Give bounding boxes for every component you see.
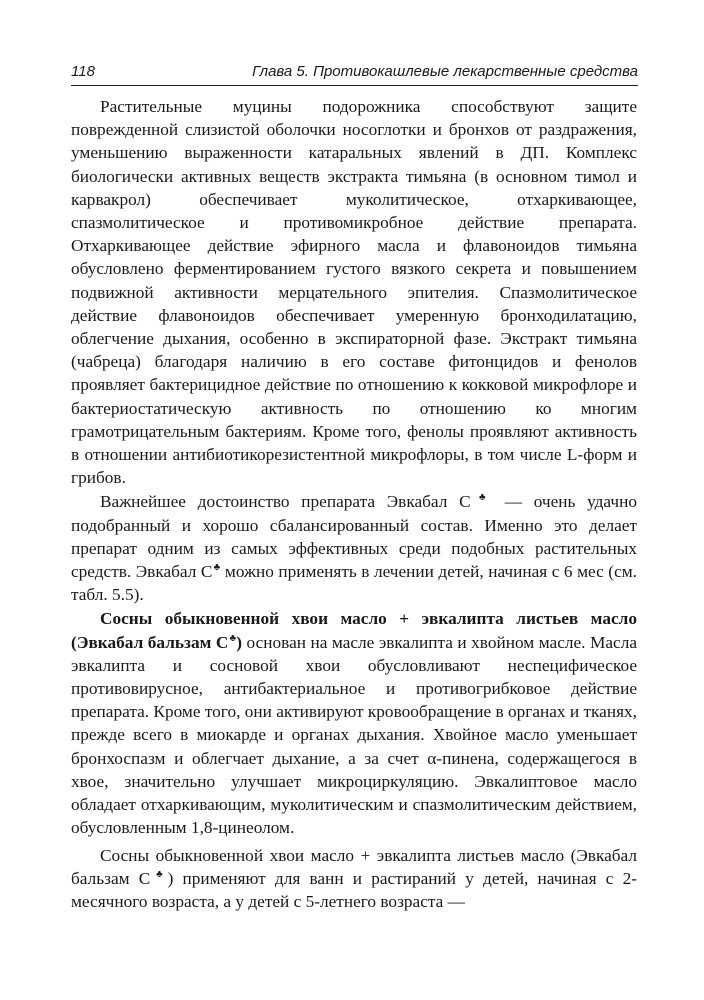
- chapter-running-title: Глава 5. Противокашлевые лекарственные средства: [252, 63, 638, 80]
- paragraph-text-part: ) применяют для ванн и растираний у детей, начиная с 2-месячного возраста, а у детей с 5-летнего возраста —: [71, 868, 637, 911]
- page-number: 118: [71, 63, 95, 80]
- paragraph-text-part: — очень удачно подобранный и хорошо сбалансированный состав. Именно это делает препарат одним из самых эффективных среди подобных растительных средств. Эвкабал С: [71, 492, 637, 582]
- paragraph-balsam-usage: [71, 844, 637, 914]
- paragraph-eucabal-advantages: [71, 490, 637, 606]
- club-mark: ♣: [213, 562, 221, 574]
- club-mark: ♣: [229, 632, 237, 644]
- paragraph-text-part: основан на масле эвкалипта и хвойном масле. Масла эвкалипта и сосновой хвои обусловливают неспецифическое противовирусное, антибактериальное и противогрибковое действие препарата. Кроме того, они активируют кровообращение в органах и тканях, прежде всего в миокарде и органах дыхания. Хвойное масло уменьшает бронхоспазм и облегчает дыхание, а за счет α-пинена, содержащегося в хвое, значительно улучшает микроциркуляцию. Эвкалиптовое масло обладает отхаркивающим, муколитическим и спазмолитическим действием, обусловленным 1,8-цинеолом.: [71, 632, 637, 838]
- drug-name-text: ): [236, 632, 243, 652]
- club-mark: ♣: [151, 868, 168, 880]
- paragraph-text-part: Важнейшее достоинство препарата Эвкабал С: [100, 492, 471, 512]
- drug-name-text: Сосны обыкновенной хвои масло + эвкалипта листьев масло (Эвкабал бальзам С: [71, 609, 637, 652]
- paragraph-plantain-thyme: [71, 95, 637, 489]
- paragraph-text-part: можно применять в лечении детей, начиная с 6 мес (см. табл. 5.5).: [71, 562, 637, 605]
- paragraph-eucabal-balsam: [71, 607, 637, 839]
- header-rule: [71, 85, 638, 86]
- paragraph-text-part: Сосны обыкновенной хвои масло + эвкалипта листьев масло (Эвкабал бальзам С: [71, 845, 637, 888]
- page-header: [71, 60, 638, 84]
- club-mark: ♣: [471, 492, 493, 504]
- paragraph-text: Растительные муцины подорожника способствуют защите поврежденной слизистой оболочки носоглотки и бронхов от раздражения, уменьшению выраженности катаральных явлений в ДП. Комплекс биологически активных веществ экстракта тимьяна (в основном тимол и карвакрол) обеспечивает муколитическое, отхаркивающее, спазмолитическое и противомикробное действие препарата. Отхаркивающее действие эфирного масла и флавоноидов тимьяна обусловлено ферментированием густого вязкого секрета и повышением подвижной активности мерцательного эпителия. Спазмолитическое действие флавоноидов обеспечивает умеренную бронходилатацию, облегчение дыхания, особенно в экспираторной фазе. Экстракт тимьяна (чабреца) благодаря наличию в его составе фитонцидов и фенолов проявляет бактерицидное действие по отношению к кокковой микрофлоре и бактериостатическую активность по отношению ко многим грамотрицательным бактериям. Кроме того, фенолы проявляют активность в отношении антибиотикорезистентной микрофлоры, в том числе L-форм и грибов.: [71, 97, 637, 488]
- page-body: [71, 95, 637, 913]
